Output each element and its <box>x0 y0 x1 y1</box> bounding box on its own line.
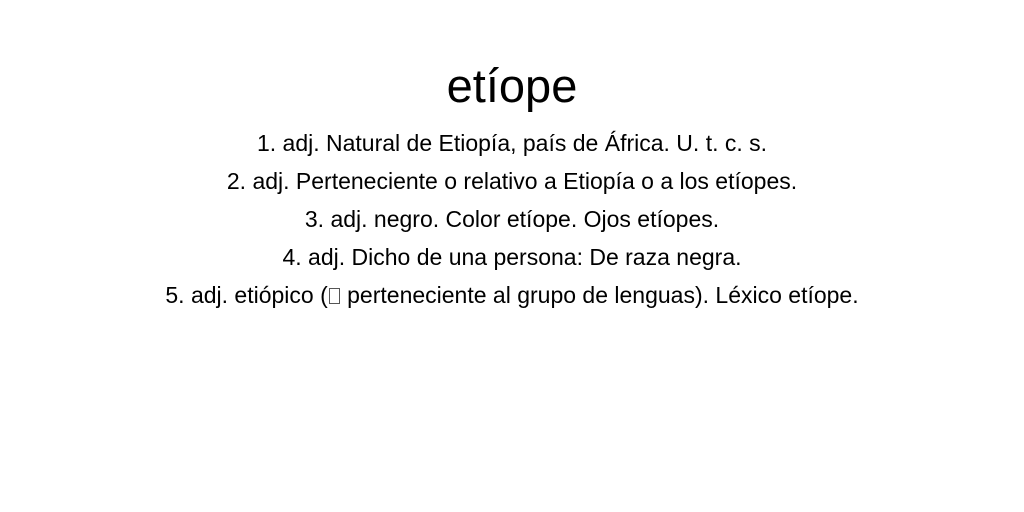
sense-1: 1. adj. Natural de Etiopía, país de África. U. t. c. s. <box>256 130 768 156</box>
sense-5 <box>0 276 1024 314</box>
sense-list <box>0 124 1024 314</box>
sense-3: 3. adj. negro. Color etíope. Ojos etíopes. <box>304 206 720 232</box>
sense-2: 2. adj. Perteneciente o relativo a Etiopía o a los etíopes. <box>226 168 798 194</box>
dictionary-entry <box>0 56 1024 314</box>
headword: etíope <box>446 59 578 112</box>
sense-4: 4. adj. Dicho de una persona: De raza negra. <box>282 244 742 270</box>
sense-5-end: perteneciente al grupo de lenguas). Léxico etíope. <box>340 282 859 308</box>
missing-glyph-icon <box>329 288 340 304</box>
sense-5-start: 5. adj. etiópico ( <box>165 282 328 308</box>
